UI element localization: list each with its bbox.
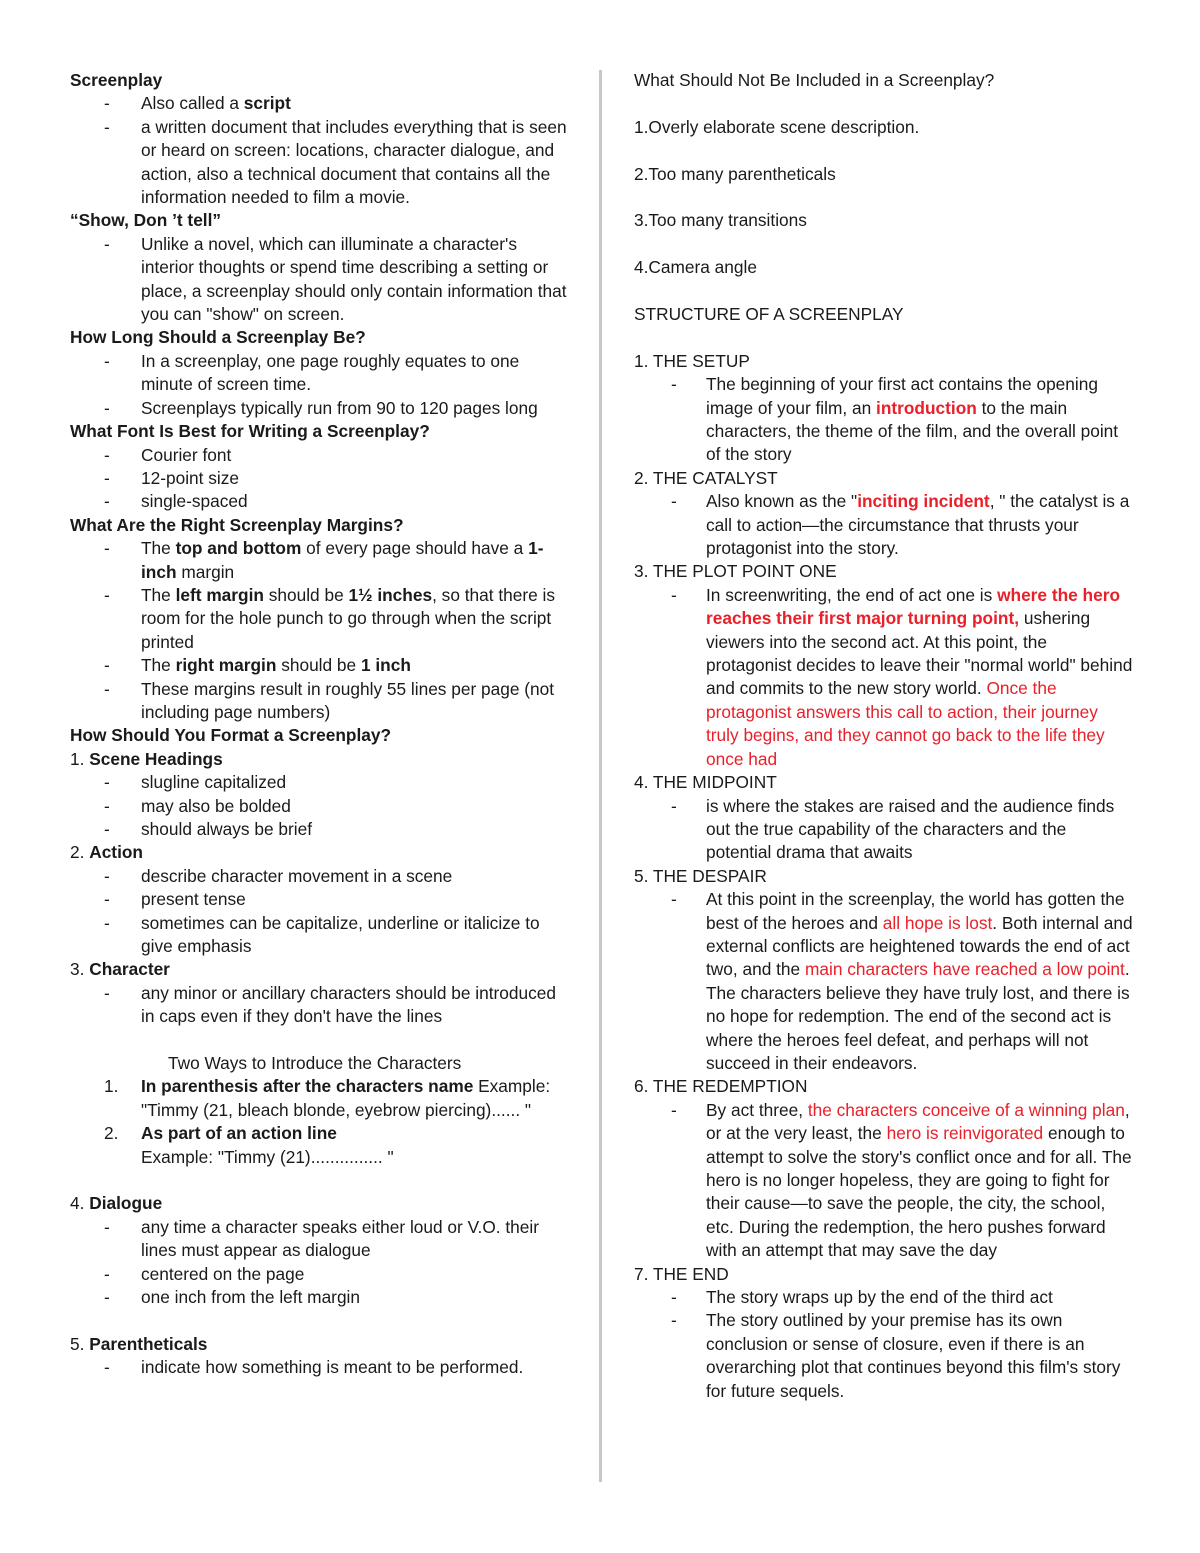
bullet: - should always be brief <box>70 818 570 841</box>
not-included-item: 4.Camera angle <box>634 257 757 278</box>
bullet: - The top and bottom of every page should have a 1-inch margin <box>70 537 570 584</box>
bullet: - Unlike a novel, which can illuminate a character's interior thoughts or spend time describing a setting or place, a screenplay should only contain information that you can "show" on screen. <box>70 233 570 327</box>
bullet: - At this point in the screenplay, the world has gotten the best of the heroes and all hope is lost. Both internal and external conflicts are heightened towards the end of act two, and the main characters have reached a low point. The characters believe they have truly lost, and there is no hope for redemption. The end of the second act is where the heroes feel defeat, and perhaps will not succeed in their endeavors. <box>634 888 1134 1075</box>
bullet: - In a screenplay, one page roughly equates to one minute of screen time. <box>70 350 570 397</box>
bullet: - Also known as the "inciting incident, " the catalyst is a call to action—the circumstance that thrusts your protagonist into the story. <box>634 490 1134 560</box>
bullet: - The left margin should be 1½ inches, so that there is room for the hole punch to go through when the script printed <box>70 584 570 654</box>
two-ways-item-1: 1. In parenthesis after the characters name Example: "Timmy (21, bleach blonde, eyebrow piercing)...... " <box>104 1076 551 1120</box>
bullet: - The beginning of your first act contains the opening image of your film, an introduction to the main characters, the theme of the film, and the overall point of the story <box>634 373 1134 467</box>
two-ways-subheading: Two Ways to Introduce the Characters <box>168 1053 462 1074</box>
left-column <box>70 69 570 1380</box>
bullet: - The right margin should be 1 inch <box>70 654 570 677</box>
bullet: - centered on the page <box>70 1263 570 1286</box>
structure-item-catalyst: 2. THE CATALYST <box>634 467 778 488</box>
not-included-item: 1.Overly elaborate scene description. <box>634 116 920 137</box>
bullet: - In screenwriting, the end of act one is where the hero reaches their first major turning point, ushering viewers into the second act. At this point, the protagonist decides to leave their "normal world" behind and commits to the new story world. Once the protagonist answers this call to action, their journey truly begins, and they cannot go back to the life they once had <box>634 584 1134 771</box>
bullet: - Screenplays typically run from 90 to 120 pages long <box>70 397 570 420</box>
bullet: - a written document that includes everything that is seen or heard on screen: locations, character dialogue, and action, also a technical document that contains all the information needed to film a movie. <box>70 116 570 210</box>
bullet: - any minor or ancillary characters should be introduced in caps even if they don't have the lines <box>70 982 570 1029</box>
not-included-item: 3.Too many transitions <box>634 210 807 231</box>
bullet: - These margins result in roughly 55 lines per page (not including page numbers) <box>70 678 570 725</box>
length-heading: How Long Should a Screenplay Be? <box>70 327 366 348</box>
bullet: - The story wraps up by the end of the third act <box>634 1286 1134 1309</box>
format-item-2: 2. Action <box>70 842 143 863</box>
format-heading: How Should You Format a Screenplay? <box>70 725 392 746</box>
bullet: - may also be bolded <box>70 795 570 818</box>
structure-item-midpoint: 4. THE MIDPOINT <box>634 772 777 793</box>
bullet: - The story outlined by your premise has its own conclusion or sense of closure, even if there is an overarching plot that continues beyond this film's story for future sequels. <box>634 1309 1134 1403</box>
structure-heading: STRUCTURE OF A SCREENPLAY <box>634 303 904 324</box>
bullet: - slugline capitalized <box>70 771 570 794</box>
bullet: - By act three, the characters conceive of a winning plan, or at the very least, the hero is reinvigorated enough to attempt to solve the story's conflict once and for all. The hero is no longer hopeless, they are going to fight for their cause—to save the people, the city, the school, etc. During the redemption, the hero pushes forward with an attempt that may save the day <box>634 1099 1134 1263</box>
show-dont-tell-heading: “Show, Don ’t tell” <box>70 210 222 231</box>
not-included-heading: What Should Not Be Included in a Screenplay? <box>634 70 995 90</box>
bullet: - Also called a script <box>70 92 570 115</box>
bullet: - sometimes can be capitalize, underline or italicize to give emphasis <box>70 912 570 959</box>
bullet: - present tense <box>70 888 570 911</box>
bullet: - indicate how something is meant to be performed. <box>70 1356 570 1379</box>
font-heading: What Font Is Best for Writing a Screenplay? <box>70 421 430 442</box>
bullet: - is where the stakes are raised and the audience finds out the true capability of the characters and the potential drama that awaits <box>634 795 1134 865</box>
screenplay-heading: Screenplay <box>70 70 163 90</box>
format-item-4: 4. Dialogue <box>70 1193 163 1214</box>
bullet: - any time a character speaks either loud or V.O. their lines must appear as dialogue <box>70 1216 570 1263</box>
not-included-item: 2.Too many parentheticals <box>634 163 836 184</box>
format-item-1: 1. Scene Headings <box>70 748 223 769</box>
structure-item-end: 7. THE END <box>634 1263 729 1284</box>
right-column <box>634 69 1134 1403</box>
structure-item-despair: 5. THE DESPAIR <box>634 865 767 886</box>
structure-item-setup: 1. THE SETUP <box>634 350 750 371</box>
column-divider <box>599 70 602 1482</box>
two-ways-item-2: 2. As part of an action line Example: "Timmy (21)............... " <box>104 1123 394 1167</box>
structure-item-plot-point-one: 3. THE PLOT POINT ONE <box>634 561 837 582</box>
bullet: - one inch from the left margin <box>70 1286 570 1309</box>
bullet: - single-spaced <box>70 490 570 513</box>
bullet: - Courier font <box>70 444 570 467</box>
bullet: - describe character movement in a scene <box>70 865 570 888</box>
format-item-5: 5. Parentheticals <box>70 1333 208 1354</box>
margins-heading: What Are the Right Screenplay Margins? <box>70 514 404 535</box>
structure-item-redemption: 6. THE REDEMPTION <box>634 1076 808 1097</box>
bullet: - 12-point size <box>70 467 570 490</box>
format-item-3: 3. Character <box>70 959 170 980</box>
